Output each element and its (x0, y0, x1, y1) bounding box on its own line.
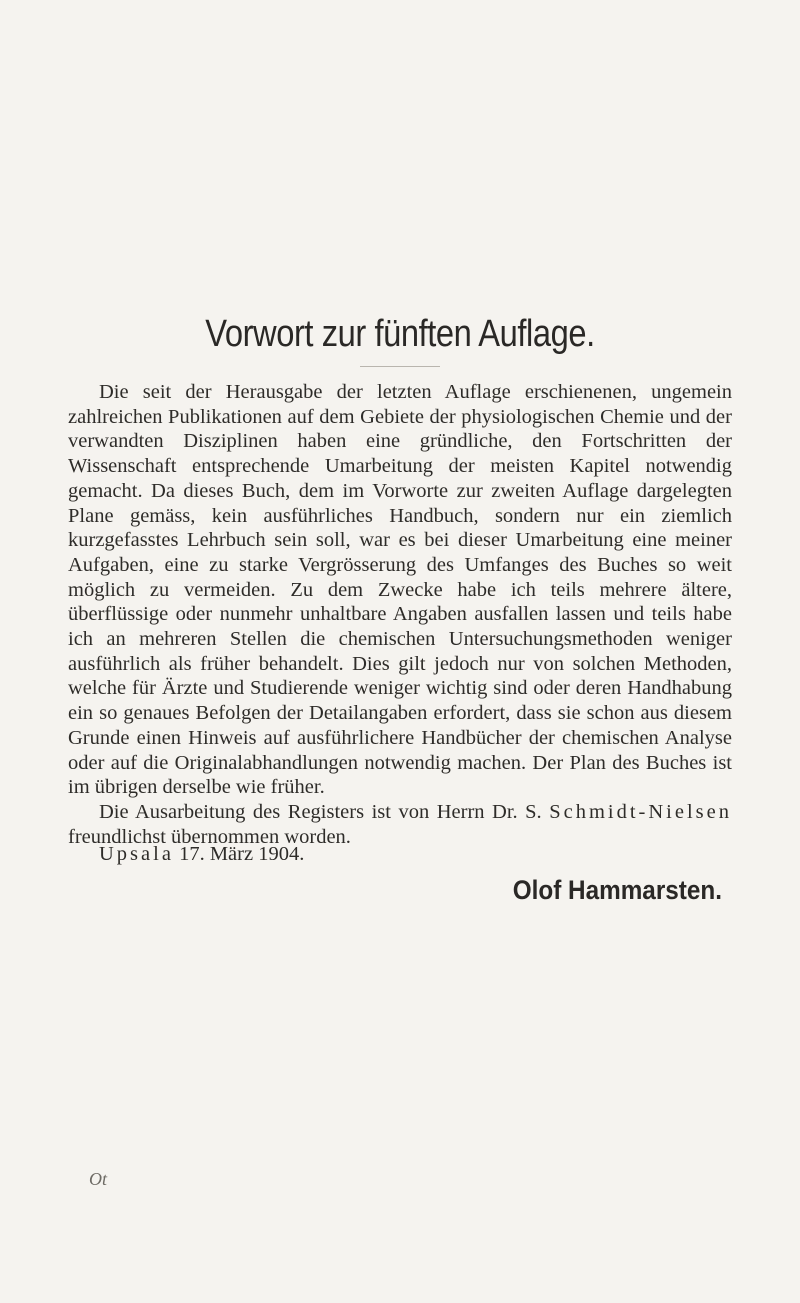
paragraph-1: Die seit der Herausgabe der letzten Auflage erschienenen, ungemein zahlreichen Publikationen auf dem Gebiete der physiologischen Chemie und der verwandten Disziplinen haben eine gründliche, den Fortschritten der Wissenschaft entsprechende Umarbeitung der meisten Kapitel notwendig gemacht. Da dieses Buch, dem im Vorworte zur zweiten Auflage dargelegten Plane gemäss, kein ausführliches Handbuch, sondern nur ein ziemlich kurzgefasstes Lehrbuch sein soll, war es bei dieser Umarbeitung eine meiner Aufgaben, eine zu starke Vergrösserung des Umfanges des Buches so weit möglich zu vermeiden. Zu dem Zwecke habe ich teils mehrere ältere, überflüssige oder nunmehr unhaltbare Angaben ausfallen lassen und teils habe ich an mehreren Stellen die chemischen Untersuchungsmethoden weniger ausführlich als früher behandelt. Dies gilt jedoch nur von solchen Methoden, welche für Ärzte und Studierende weniger wichtig sind oder deren Handhabung ein so genaues Befolgen der Detailangaben erfordert, dass sie schon aus diesem Grunde einen Hinweis auf ausführlichere Handbücher der chemischen Analyse oder auf die Originalabhandlungen notwendig machen. Der Plan des Buches ist im übrigen derselbe wie früher. (68, 381, 732, 799)
paragraph-2 (68, 800, 732, 849)
preface-body (68, 380, 732, 849)
corner-mark: Ot (89, 1169, 107, 1189)
paragraph-2-end: freundlichst übernommen worden. (68, 825, 351, 848)
date: 17. März 1904. (173, 843, 305, 865)
author-signature: Olof Hammarsten. (512, 875, 722, 905)
place-date (99, 843, 304, 866)
place: Upsala (99, 843, 174, 865)
page-title: Vorwort zur fünften Auflage. (205, 313, 595, 355)
paragraph-2-start: Die Ausarbeitung des Registers ist von Herrn Dr. S. (99, 800, 550, 823)
paragraph-2-name: Schmidt-Nielsen (549, 800, 732, 823)
title-divider (360, 366, 440, 367)
